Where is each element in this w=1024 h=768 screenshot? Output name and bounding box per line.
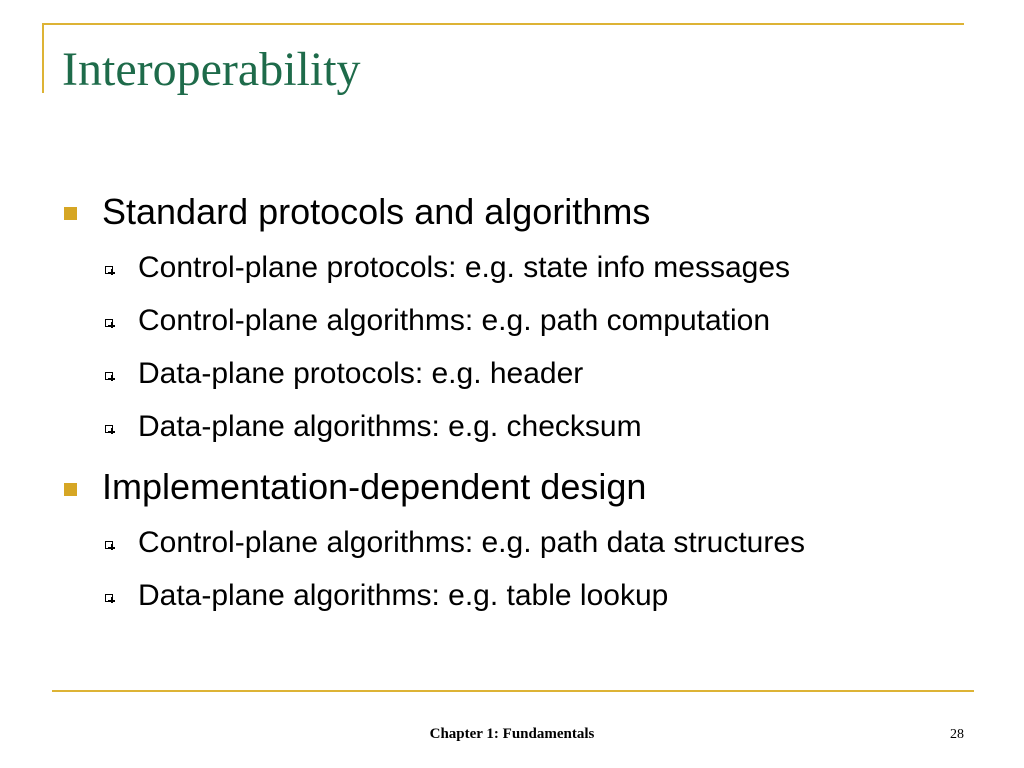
bullet-item: Standard protocols and algorithms <box>102 191 651 232</box>
sub-bullet-item: Control-plane algorithms: e.g. path data structures <box>138 526 806 559</box>
hollow-square-bullet-icon <box>105 425 113 433</box>
bullet-item: Implementation-dependent design <box>102 466 647 507</box>
sub-bullet-item: Control-plane algorithms: e.g. path computation <box>138 304 771 337</box>
page-number: 28 <box>950 727 964 742</box>
square-bullet-icon <box>64 207 77 220</box>
sub-bullet-item: Control-plane protocols: e.g. state info messages <box>138 251 791 284</box>
title-frame-top-line <box>42 23 964 25</box>
slide-title: Interoperability <box>62 43 361 96</box>
footer-divider <box>52 690 974 692</box>
square-bullet-icon <box>64 483 77 496</box>
sub-bullet-item: Data-plane protocols: e.g. header <box>138 357 584 390</box>
title-frame-left-line <box>42 23 44 93</box>
hollow-square-bullet-icon <box>105 372 113 380</box>
sub-bullet-item: Data-plane algorithms: e.g. table lookup <box>138 579 669 612</box>
hollow-square-bullet-icon <box>105 266 113 274</box>
hollow-square-bullet-icon <box>105 594 113 602</box>
sub-bullet-item: Data-plane algorithms: e.g. checksum <box>138 410 642 443</box>
footer-chapter-label: Chapter 1: Fundamentals <box>429 726 595 742</box>
hollow-square-bullet-icon <box>105 541 113 549</box>
hollow-square-bullet-icon <box>105 319 113 327</box>
